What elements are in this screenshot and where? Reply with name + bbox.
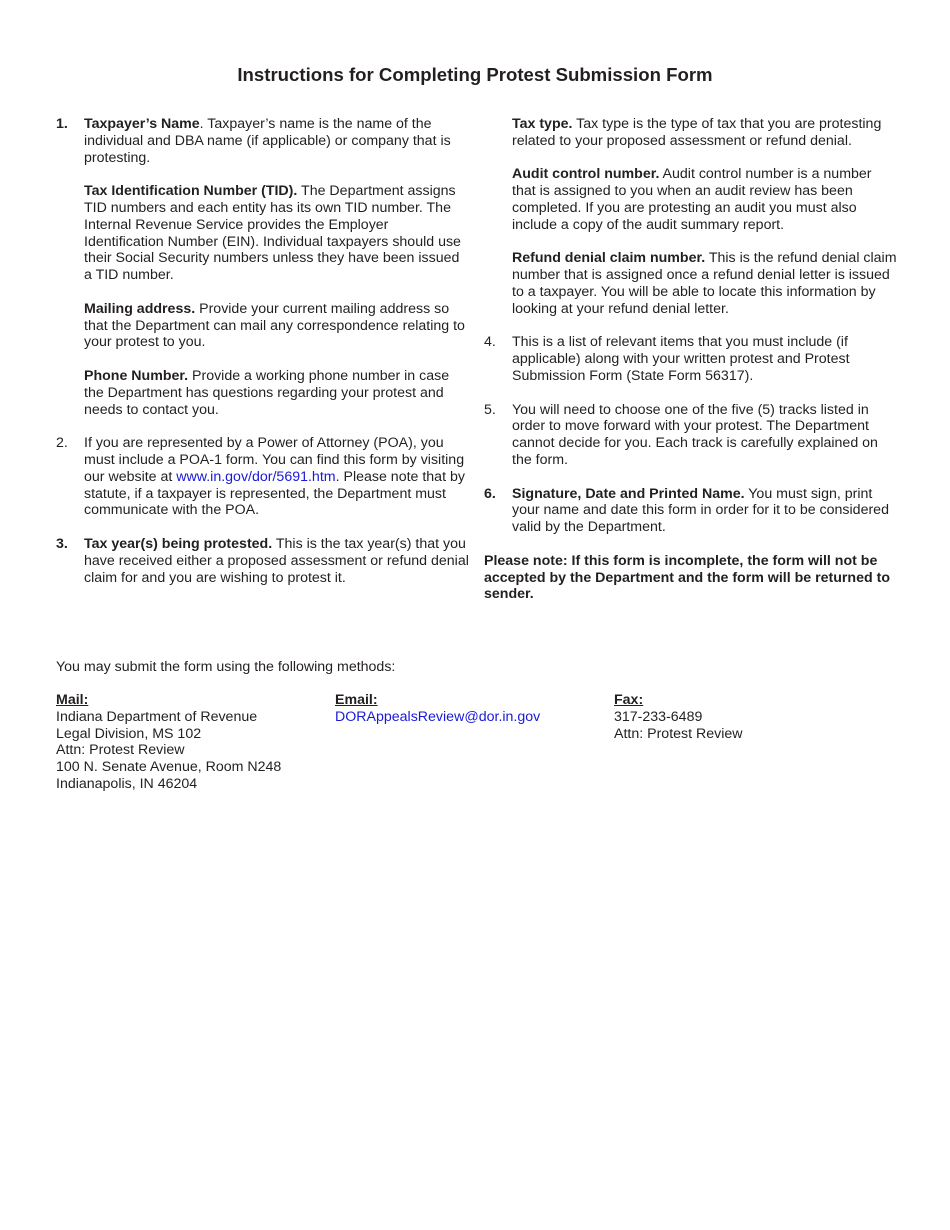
item-number: 5. [484,401,496,418]
audit-control-paragraph [512,166,898,233]
instruction-item-2 [56,435,470,519]
phone-number-paragraph [84,368,470,418]
item-number: 6. [484,485,496,502]
email-label: Email: [335,692,378,708]
signature-heading: Signature, Date and Printed Name. [512,485,745,502]
refund-denial-paragraph [512,250,898,317]
poa-text-before: If you are represented by a Power of Attorney (POA), you must include a POA-1 form. You can find this form by visiting our website at [84,435,465,485]
item-number: 4. [484,334,496,351]
poa-form-link[interactable]: www.in.gov/dor/5691.htm [176,468,336,485]
mailing-address-heading: Mailing address. [84,300,196,317]
item-number: 1. [56,116,68,132]
taxpayer-name-paragraph [84,116,470,166]
mail-address-line: 100 N. Senate Avenue, Room N248 [56,759,282,776]
left-column [56,116,470,603]
poa-paragraph [84,435,470,519]
instruction-item-6 [484,486,898,536]
fax-method [614,692,743,742]
email-address-link[interactable]: DORAppealsReview@dor.in.gov [335,708,541,725]
audit-control-text: Audit control number is a number that is assigned to you when an audit review has been completed. If you are protesting an audit you must also include a copy of the audit summary report. [512,166,872,233]
page-title: Instructions for Completing Protest Submission Form [237,64,713,86]
signature-text: You must sign, print your name and date this form in order for it to be considered valid by the Department. [512,485,889,536]
item-number: 2. [56,435,68,452]
mail-label: Mail: [56,692,89,708]
refund-denial-text: This is the refund denial claim number that is assigned once a refund denial letter is issued to a taxpayer. You will be able to locate this information by looking at your refund denial letter. [512,250,897,317]
tax-year-text: This is the tax year(s) that you have received either a proposed assessment or refund denial claim for and you are wishing to protest it. [84,535,469,586]
instruction-item-3 [56,536,470,586]
item-number: 3. [56,535,68,552]
fax-label: Fax: [614,692,644,708]
fax-attention: Attn: Protest Review [614,725,743,742]
taxpayer-name-text: . Taxpayer’s name is the name of the individual and DBA name (if applicable) or company that is protesting. [84,116,451,166]
tax-type-paragraph [512,116,898,150]
instruction-item-4 [484,334,898,384]
mailing-address-paragraph [84,301,470,351]
right-column [484,116,898,603]
mail-address-line: Legal Division, MS 102 [56,725,202,742]
mail-address-line: Indiana Department of Revenue [56,708,258,725]
tax-year-heading: Tax year(s) being protested. [84,535,273,552]
signature-paragraph [512,486,898,536]
email-method [335,692,540,726]
tax-type-text: Tax type is the type of tax that you are protesting related to your proposed assessment or refund denial. [512,116,882,149]
fax-number: 317-233-6489 [614,708,703,725]
mailing-address-text: Provide your current mailing address so that the Department can mail any correspondence relating to your protest to you. [84,300,465,351]
tax-year-paragraph [84,536,470,586]
phone-number-heading: Phone Number. [84,367,189,384]
tid-paragraph [84,183,470,284]
instruction-item-5 [484,402,898,469]
relevant-items-text: This is a list of relevant items that you must include (if applicable) along with your written protest and Protest Submission Form (State Form 56317). [512,334,850,384]
mail-method [56,692,281,793]
item-3-continued [484,116,898,318]
tid-text: The Department assigns TID numbers and each entity has its own TID number. The Internal Revenue Service provides the Employer Identification Number (EIN). Individual taxpayers should use their Social Security numbers unless they have been issued a TID number. [84,183,461,284]
tax-type-heading: Tax type. [512,116,573,132]
instruction-item-1 [56,116,470,418]
tracks-text: You will need to choose one of the five (5) tracks listed in order to move forward with your protest. The Department cannot decide for you. Each track is carefully explained on the form. [512,401,878,468]
incomplete-form-note: Please note: If this form is incomplete, the form will not be accepted by the Department and the form will be returned to sender. [484,552,890,603]
tid-heading: Tax Identification Number (TID). [84,183,298,200]
mail-address-line: Attn: Protest Review [56,742,185,759]
phone-number-text: Provide a working phone number in case the Department has questions regarding your protest and needs to contact you. [84,367,450,418]
submission-intro: You may submit the form using the following methods: [56,659,396,675]
audit-control-heading: Audit control number. [512,166,660,183]
mail-address-line: Indianapolis, IN 46204 [56,775,198,792]
refund-denial-heading: Refund denial claim number. [512,250,706,267]
poa-text-after: . Please note that by statute, if a taxpayer is represented, the Department must communicate with the POA. [84,468,465,519]
taxpayer-name-heading: Taxpayer’s Name [84,116,200,132]
